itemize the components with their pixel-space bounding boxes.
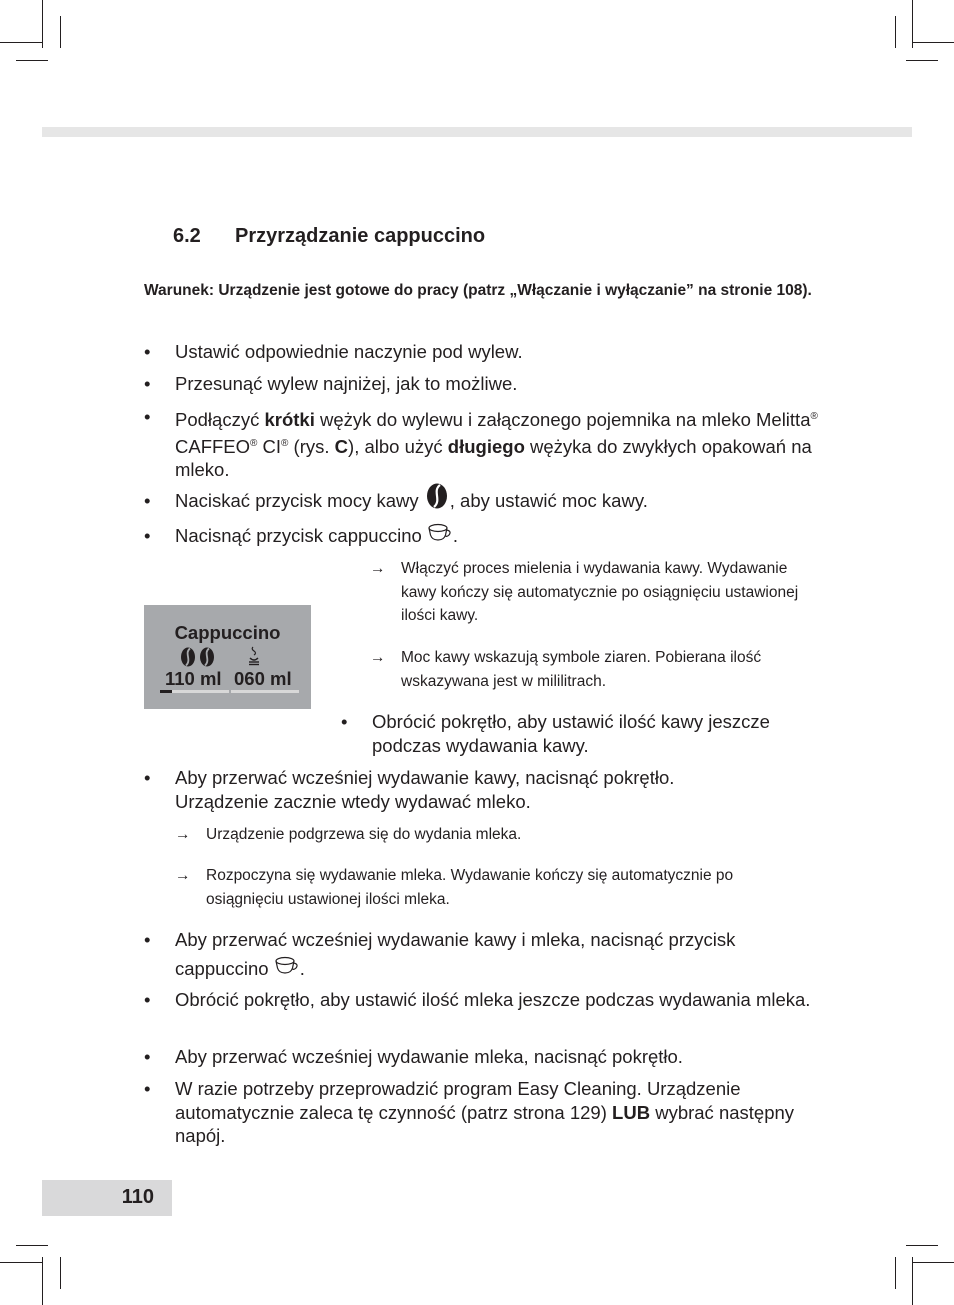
crop-mark (16, 1245, 48, 1246)
header-bar (42, 127, 912, 137)
text-run: Nacisnąć przycisk cappuccino (175, 525, 427, 546)
crop-mark (0, 42, 42, 43)
registered-mark: ® (810, 411, 818, 422)
text-run: . (299, 958, 305, 979)
coffee-bean-icon (426, 483, 448, 515)
coffee-progress-fill (160, 690, 172, 693)
emphasis: krótki (264, 409, 315, 431)
bullet-marker: • (144, 341, 151, 362)
bullet-marker: • (144, 406, 151, 427)
emphasis: C (334, 435, 349, 457)
emphasis: długiego (447, 435, 525, 457)
bullet-marker: • (341, 711, 348, 732)
bullet-marker: • (144, 1046, 151, 1067)
text-run: CAFFEO (175, 435, 251, 457)
page-number-box (42, 1180, 172, 1216)
crop-mark (895, 16, 896, 48)
arrow-marker: → (370, 649, 386, 666)
text-run: wężyka do zwykłych opakowań na mleko. (175, 435, 812, 481)
bullet-marker: • (144, 989, 151, 1010)
crop-mark (912, 42, 954, 43)
registered-mark: ® (250, 437, 258, 449)
section-heading (173, 225, 485, 248)
result-text: Urządzenie podgrzewa się do wydania mleka. (206, 826, 522, 843)
bullet-marker: • (144, 490, 151, 511)
result-text: Włączyć proces mielenia i wydawania kawy. Wydawanie kawy kończy się automatycznie po osiągnięciu ustawionej ilości kawy. (401, 560, 799, 624)
text-run: W razie potrzeby przeprowadzić program Easy Cleaning. Urządzenie automatycznie zaleca tę czynność (patrz strona 129) (175, 1078, 741, 1123)
crop-mark (60, 16, 61, 48)
text-run: wężyk do wylewu i załączonego pojemnika na mleko Melitta (314, 409, 811, 431)
crop-mark (912, 1257, 913, 1305)
step-text: Obrócić pokrętło, aby ustawić ilość kawy jeszcze podczas wydawania kawy. (372, 711, 770, 756)
emphasis: LUB (612, 1101, 651, 1123)
step-text: Aby przerwać wcześniej wydawanie mleka, nacisnąć pokrętło. (175, 1046, 683, 1067)
result-text: Rozpoczyna się wydawanie mleka. Wydawanie kończy się automatycznie po osiągnięciu ustawionej ilości mleka. (206, 867, 734, 908)
step-text: Aby przerwać wcześniej wydawanie kawy, nacisnąć pokrętło. Urządzenie zacznie wtedy wydawać mleko. (175, 767, 675, 812)
text-run: . (452, 525, 459, 546)
step-text (175, 1077, 825, 1148)
step-text (175, 405, 825, 482)
bullet-marker: • (144, 767, 151, 788)
coffee-volume: 110 ml (165, 668, 222, 689)
text-run: Podłączyć (175, 409, 265, 431)
crop-mark (906, 1245, 938, 1246)
text-run: wybrać następny napój. (175, 1101, 795, 1146)
precondition-note: Warunek: Urządzenie jest gotowe do pracy (patrz „Włączanie i wyłączanie” na stronie 108). (144, 282, 812, 299)
section-number: 6.2 (173, 225, 201, 247)
milk-volume: 060 ml (234, 668, 292, 689)
bullet-marker: • (144, 373, 151, 394)
coffee-progress-bar (160, 690, 229, 693)
arrow-marker: → (175, 867, 191, 884)
registered-mark: ® (281, 437, 289, 449)
step-text (175, 925, 795, 983)
crop-mark (42, 1257, 43, 1305)
machine-display (144, 605, 311, 709)
bullet-marker: • (144, 929, 151, 950)
crop-mark (912, 1262, 954, 1263)
milk-progress-bar (231, 690, 299, 693)
text-run: Aby przerwać wcześniej wydawanie kawy i mleka, nacisnąć przycisk cappuccino (175, 929, 736, 979)
text-run: Naciskać przycisk mocy kawy (175, 490, 424, 511)
crop-mark (0, 1262, 42, 1263)
step-text (175, 524, 825, 548)
step-text: Obrócić pokrętło, aby ustawić ilość mleka jeszcze podczas wydawania mleka. (175, 989, 811, 1010)
crop-mark (16, 60, 48, 61)
crop-mark (895, 1257, 896, 1289)
text-run: CI (257, 435, 282, 457)
step-text: Ustawić odpowiednie naczynie pod wylew. (175, 341, 523, 362)
bullet-marker: • (144, 525, 151, 546)
cappuccino-cup-icon (427, 522, 453, 548)
crop-mark (60, 1257, 61, 1289)
step-text (175, 489, 825, 515)
crop-mark (42, 0, 43, 48)
bullet-marker: • (144, 1078, 151, 1099)
section-title: Przyrządzanie cappuccino (235, 225, 486, 247)
crop-mark (912, 0, 913, 48)
arrow-marker: → (370, 560, 386, 577)
crop-mark (906, 60, 938, 61)
display-title: Cappuccino (174, 622, 281, 643)
cappuccino-cup-icon (274, 954, 300, 983)
text-run: , aby ustawić moc kawy. (449, 490, 648, 511)
text-run: (rys. (288, 435, 335, 457)
text-run: ), albo użyć (348, 435, 448, 457)
arrow-marker: → (175, 826, 191, 843)
page-number: 110 (121, 1186, 154, 1208)
step-text: Przesunąć wylew najniżej, jak to możliwe. (175, 373, 518, 394)
result-text: Moc kawy wskazują symbole ziaren. Pobierana ilość wskazywana jest w mililitrach. (401, 649, 762, 690)
